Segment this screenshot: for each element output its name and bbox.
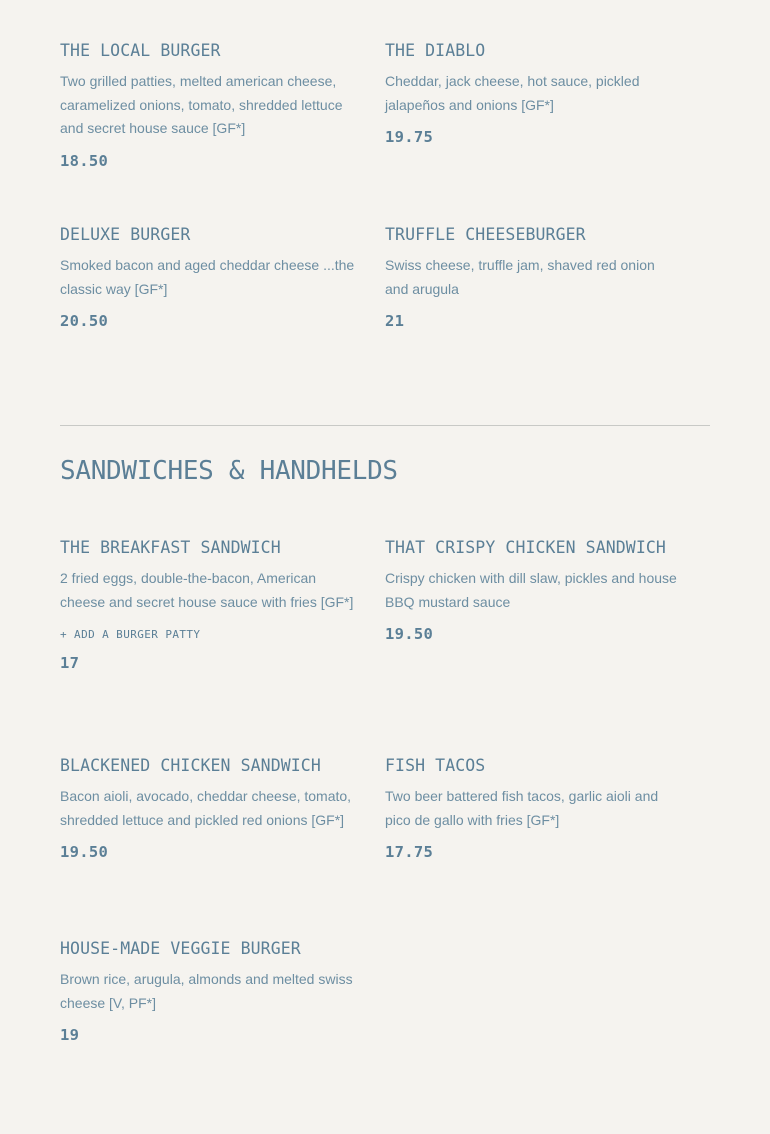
item-price: 21 xyxy=(385,312,405,331)
section-heading-sandwiches: SANDWICHES & HANDHELDS xyxy=(60,456,398,486)
item-name: BLACKENED CHICKEN SANDWICH xyxy=(60,756,321,775)
menu-item-blackened-chicken-sandwich xyxy=(60,756,355,862)
menu-item-the-local-burger xyxy=(60,41,355,171)
item-price: 18.50 xyxy=(60,151,109,170)
item-name: FISH TACOS xyxy=(385,756,486,775)
item-description: Bacon aioli, avocado, cheddar cheese, tomato, shredded lettuce and pickled red onions [GF*] xyxy=(60,788,352,828)
item-name: TRUFFLE CHEESEBURGER xyxy=(385,225,586,244)
item-name: HOUSE-MADE VEGGIE BURGER xyxy=(60,939,301,958)
item-name: DELUXE BURGER xyxy=(60,225,191,244)
item-price: 19.50 xyxy=(385,625,434,644)
item-price: 17.75 xyxy=(385,843,434,862)
menu-item-the-diablo xyxy=(385,41,680,147)
item-description: Cheddar, jack cheese, hot sauce, pickled jalapeños and onions [GF*] xyxy=(385,73,640,113)
item-description: 2 fried eggs, double-the-bacon, American cheese and secret house sauce with fries [GF*] xyxy=(60,570,354,610)
item-price: 19.50 xyxy=(60,843,109,862)
item-price: 19 xyxy=(60,1026,80,1045)
item-description: Two beer battered fish tacos, garlic aioli and pico de gallo with fries [GF*] xyxy=(385,788,659,828)
item-name: THAT CRISPY CHICKEN SANDWICH xyxy=(385,538,666,557)
menu-item-that-crispy-chicken-sandwich xyxy=(385,538,680,644)
item-description: Smoked bacon and aged cheddar cheese ...the classic way [GF*] xyxy=(60,257,355,297)
menu-item-fish-tacos xyxy=(385,756,680,862)
item-price: 20.50 xyxy=(60,312,109,331)
item-price: 19.75 xyxy=(385,128,434,147)
section-divider xyxy=(60,425,710,426)
item-description: Swiss cheese, truffle jam, shaved red onion and arugula xyxy=(385,257,655,297)
menu-item-truffle-cheeseburger xyxy=(385,225,680,331)
menu-item-the-breakfast-sandwich xyxy=(60,538,355,673)
menu-item-deluxe-burger xyxy=(60,225,355,331)
item-name: THE BREAKFAST SANDWICH xyxy=(60,538,281,557)
item-addon: + ADD A BURGER PATTY xyxy=(60,628,201,642)
item-price: 17 xyxy=(60,654,80,673)
item-description: Two grilled patties, melted american cheese, caramelized onions, tomato, shredded lettuce and secret house sauce [GF*] xyxy=(60,73,343,137)
item-name: THE LOCAL BURGER xyxy=(60,41,221,60)
item-name: THE DIABLO xyxy=(385,41,486,60)
menu-item-house-made-veggie-burger xyxy=(60,939,355,1045)
item-description: Crispy chicken with dill slaw, pickles and house BBQ mustard sauce xyxy=(385,570,677,610)
item-description: Brown rice, arugula, almonds and melted swiss cheese [V, PF*] xyxy=(60,971,353,1011)
